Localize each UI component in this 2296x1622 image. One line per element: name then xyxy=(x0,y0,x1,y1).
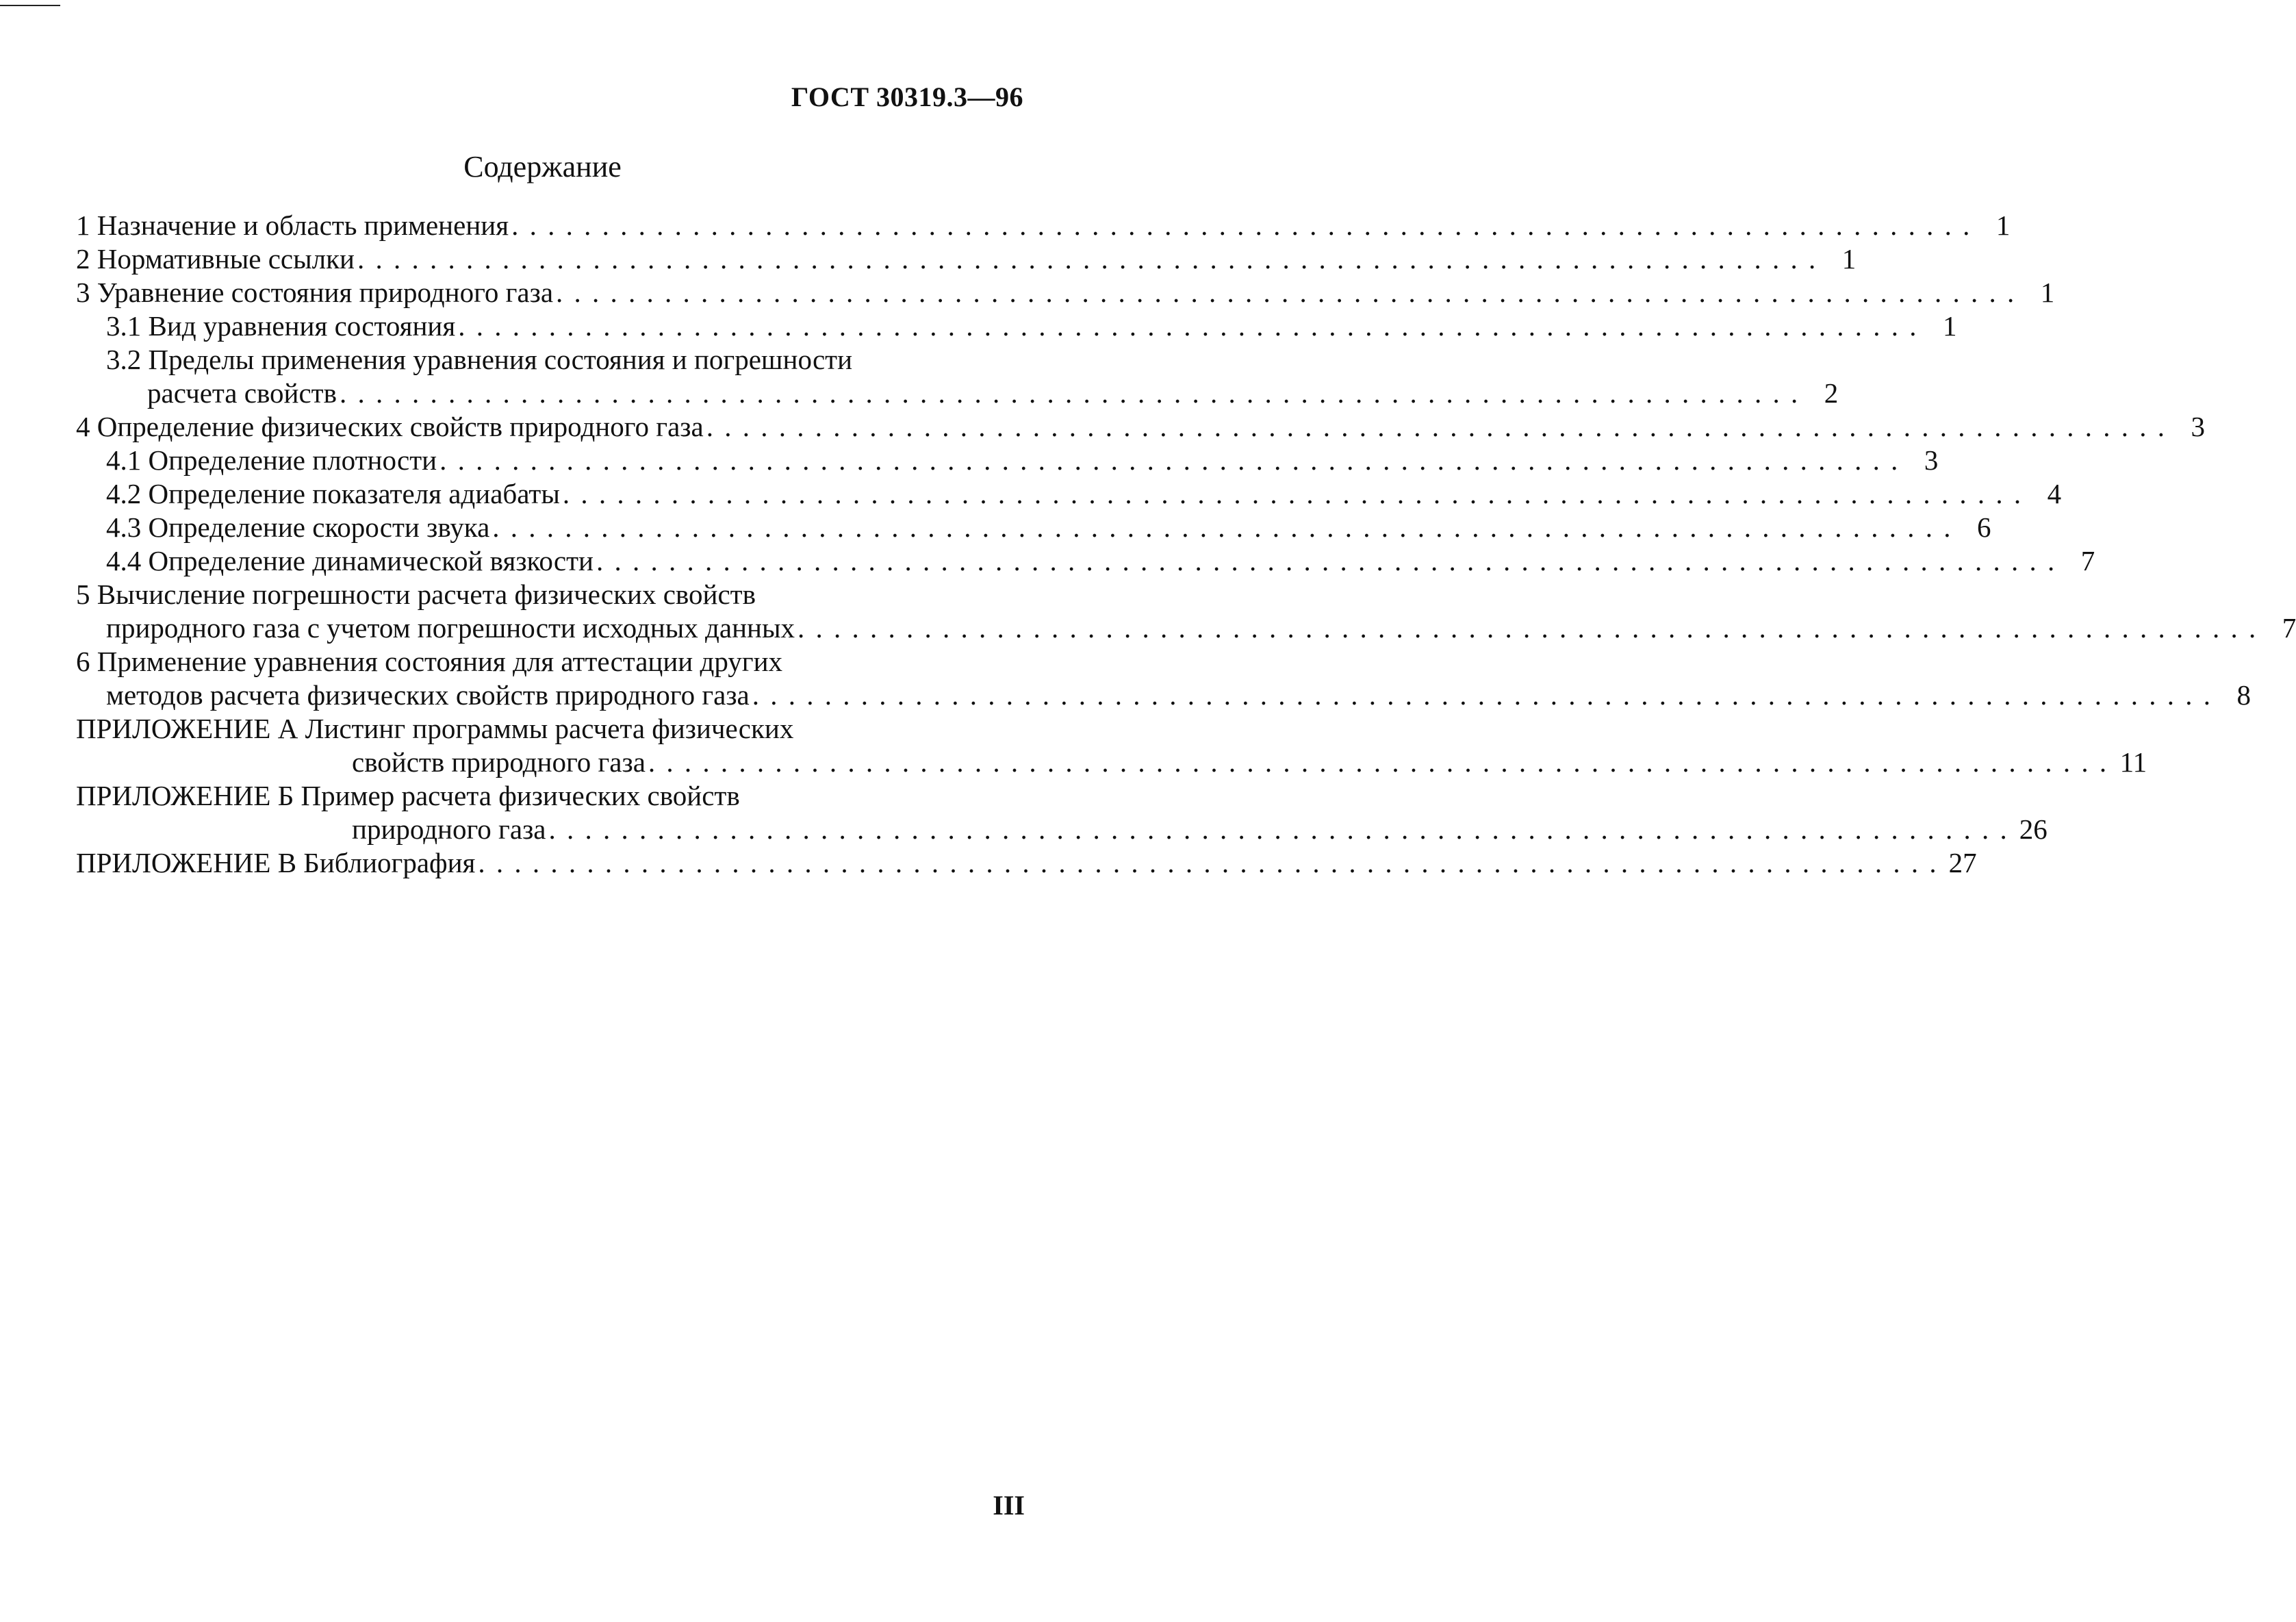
toc-page-number: 1 xyxy=(2040,277,2055,308)
toc-entry-line xyxy=(76,679,2252,712)
toc-page-number: 2 xyxy=(1824,377,1839,409)
toc-entry-line xyxy=(76,578,1021,611)
toc-leader-dots xyxy=(594,544,2056,578)
toc-entry-text: 6 Применение уравнения состояния для аттестации других xyxy=(76,646,783,677)
toc-leader-dots xyxy=(355,242,1817,276)
toc-entry-text: природного газа с учетом погрешности исходных данных xyxy=(106,612,795,644)
toc-page-number: 8 xyxy=(2236,679,2252,711)
toc-title: Содержание xyxy=(463,150,622,183)
toc-entry-line xyxy=(76,813,2048,846)
toc-entry-line xyxy=(76,511,1991,544)
toc-entry-line xyxy=(76,209,2011,242)
toc-leader-dots xyxy=(337,377,1800,410)
toc-entry-text: ПРИЛОЖЕНИЕ А Листинг программы расчета физических xyxy=(76,713,794,744)
toc-entry-text: ПРИЛОЖЕНИЕ В Библиография xyxy=(76,847,476,878)
toc-leader-dots xyxy=(646,746,2108,779)
toc-entry-text: 3.1 Вид уравнения состояния xyxy=(106,310,456,342)
toc-page-number: 1 xyxy=(1995,210,2011,241)
toc-leader-dots xyxy=(489,511,1952,544)
toc-entry-text: 4 Определение физических свойств природного газа xyxy=(76,411,704,442)
toc-leader-dots xyxy=(455,309,1918,343)
toc-page-number: 3 xyxy=(2191,411,2205,442)
toc-leader-dots xyxy=(475,846,1938,880)
toc-entry-line xyxy=(76,846,1977,880)
toc-entry-text: расчета свойств xyxy=(147,377,337,409)
toc-entry-text: ПРИЛОЖЕНИЕ Б Пример расчета физических свойств xyxy=(76,780,740,811)
toc-page-number: 4 xyxy=(2047,478,2062,509)
toc-page-number: 7 xyxy=(2080,545,2095,576)
toc-entry-line xyxy=(76,309,1957,343)
table-of-contents xyxy=(76,209,2296,880)
toc-entry-line xyxy=(76,276,2055,309)
toc-entry-text: 4.1 Определение плотности xyxy=(106,444,437,476)
toc-leader-dots xyxy=(546,813,2008,846)
toc-leader-dots xyxy=(704,410,2167,444)
toc-entry-line xyxy=(76,611,2296,645)
toc-entry-line xyxy=(76,746,2147,779)
toc-entry-text: 4.2 Определение показателя адиабаты xyxy=(106,478,560,509)
toc-leader-dots xyxy=(560,477,2023,511)
toc-page-number: 1 xyxy=(1942,310,1957,342)
toc-entry-text: методов расчета физических свойств природного газа xyxy=(106,679,750,711)
toc-page-number: 7 xyxy=(2282,612,2296,644)
toc-entry-text: природного газа xyxy=(352,813,546,845)
corner-rule xyxy=(0,5,60,6)
toc-entry-text: свойств природного газа xyxy=(352,746,646,778)
toc-entry-line xyxy=(76,377,1839,410)
toc-entry-line xyxy=(76,645,1021,679)
toc-entry-text: 3.2 Пределы применения уравнения состояния и погрешности xyxy=(106,344,853,375)
toc-leader-dots xyxy=(437,444,1900,477)
toc-entry-line xyxy=(76,444,1939,477)
toc-entry-line xyxy=(76,544,2095,578)
toc-entry-text: 3 Уравнение состояния природного газа xyxy=(76,277,554,308)
toc-leader-dots xyxy=(509,209,1972,242)
page-number: III xyxy=(993,1490,1025,1521)
toc-entry-line xyxy=(76,477,2062,511)
toc-entry-text: 4.3 Определение скорости звука xyxy=(106,511,490,543)
toc-entry-text: 4.4 Определение динамической вязкости xyxy=(106,545,594,576)
toc-page-number: 27 xyxy=(1948,847,1977,878)
toc-leader-dots xyxy=(553,276,2016,309)
toc-entry-text: 2 Нормативные ссылки xyxy=(76,243,355,275)
toc-entry-line xyxy=(76,242,1857,276)
toc-page-number: 1 xyxy=(1841,243,1857,275)
toc-leader-dots xyxy=(795,611,2258,645)
document-code: ГОСТ 30319.3—96 xyxy=(791,81,1023,112)
toc-leader-dots xyxy=(750,679,2212,712)
toc-page-number: 26 xyxy=(2019,813,2048,845)
toc-entry-line xyxy=(76,779,1021,813)
toc-entry-line xyxy=(76,410,2205,444)
toc-entry-text: 5 Вычисление погрешности расчета физических свойств xyxy=(76,579,756,610)
toc-entry-line xyxy=(76,343,1021,377)
toc-entry-line xyxy=(76,712,1021,746)
toc-page-number: 3 xyxy=(1924,444,1939,476)
toc-page-number: 11 xyxy=(2119,746,2147,778)
toc-page-number: 6 xyxy=(1977,511,1991,543)
toc-entry-text: 1 Назначение и область применения xyxy=(76,210,509,241)
